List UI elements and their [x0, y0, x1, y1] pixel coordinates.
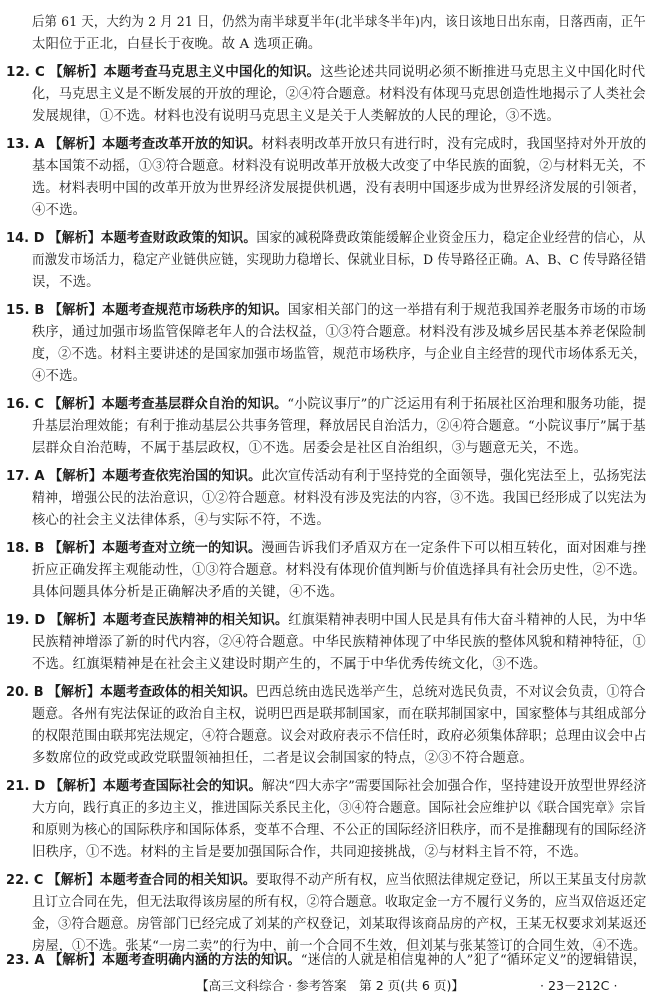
- analysis-tag: 【解析】本题考查财政政策的知识。: [48, 231, 257, 246]
- text-line: 太阳位于正北，白昼长于夜晚。故 A 选项正确。: [32, 37, 322, 52]
- analysis-tag: 【解析】本题考查对立统一的知识。: [48, 541, 262, 556]
- analysis-tag: 【解析】本题考查马克思主义中国化的知识。: [49, 65, 321, 80]
- text-line: 21. D 【解析】本题考查国际社会的知识。解决“四大赤字”需要国际社会加强合作，坚持建设开放型世界经济: [6, 779, 647, 794]
- text-line: 多数席位的政党或政党联盟领袖担任，二者是议会制国家的特点，②③不符合题意。: [32, 751, 534, 766]
- footer-code: · 23－212C ·: [540, 978, 618, 993]
- text-line: 14. D 【解析】本题考查财政政策的知识。国家的减税降费政策能缓解企业资金压力，稳定企业经营的信心，从: [6, 231, 646, 246]
- footer-page-info: 【高三文科综合 · 参考答案 第 2 页(共 6 页)】: [196, 978, 464, 993]
- analysis-tag: 【解析】本题考查民族精神的相关知识。: [49, 613, 289, 628]
- analysis-tag: 【解析】本题考查国际社会的知识。: [49, 779, 262, 794]
- analysis-tag: 【解析】本题考查基层群众自治的知识。: [48, 397, 288, 412]
- analysis-tag: 【解析】本题考查规范市场秩序的知识。: [48, 303, 288, 318]
- question-number: 17. A: [6, 469, 45, 484]
- question-number: 21. D: [6, 779, 46, 794]
- text-line: 精神，增强公民的法治意识，①②符合题意。材料没有涉及宪法的内容，③不选。我国已经形成了以宪法为: [32, 491, 647, 506]
- text-line: 化，马克思主义是不断发展的开放的理论，②④符合题意。材料没有体现马克思创造性地揭示了人类社会: [32, 87, 646, 102]
- text-line: 大方向，践行真正的多边主义，推进国际关系民主化，③④符合题意。国际社会应维护以《联合国宪章》宗旨: [32, 801, 646, 816]
- question-number: 14. D: [6, 231, 45, 246]
- text-line: 秩序，通过加强市场监管保障老年人的合法权益，①③符合题意。材料没有涉及城乡居民基本养老保险制: [32, 325, 646, 340]
- text-line: 层群众自治范畴，不属于基层政权，①不选。居委会是社区自治组织，③与题意无关，不选。: [32, 441, 588, 456]
- text-line: 不选。红旗渠精神是在社会主义建设时期产生的，不属于中华优秀传统文化，③不选。: [32, 657, 547, 672]
- text-line: 且订立合同在先，但无法取得该房屋的所有权，②符合题意。收取定金一方不履行义务的，应当双倍返还定: [32, 895, 647, 910]
- question-number: 15. B: [6, 303, 45, 318]
- text-line: 折应正确发挥主观能动性，①③符合题意。材料没有体现价值判断与价值选择具有社会历史性，②不选。: [32, 563, 646, 578]
- question-number: 18. B: [6, 541, 45, 556]
- question-number: 19. D: [6, 613, 46, 628]
- text-line: 升基层治理效能；有利于推动基层公共事务管理，释放居民自治活力，②④符合题意。“小院议事厅”属于基: [32, 419, 646, 434]
- text-line: 选。材料表明中国的改革开放为世界经济发展提供机遇，没有表明中国逐步成为世界经济发展的引领者，: [32, 181, 646, 196]
- text-line: 而激发市场活力，稳定产业链供应链，实现助力稳增长、保就业目标，D 传导路径正确。A、B、C 传导路径错: [32, 253, 647, 268]
- text-line: 18. B 【解析】本题考查对立统一的知识。漫画告诉我们矛盾双方在一定条件下可以相互转化，面对困难与挫: [6, 541, 647, 556]
- text-line: 具体问题具体分析是正确解决矛盾的关键，④不选。: [32, 585, 344, 600]
- text-line: 度，②不选。材料主要讲述的是国家加强市场监管，规范市场秩序，与企业自主经营的现代市场体系无关，: [32, 347, 647, 362]
- analysis-tag: 【解析】本题考查依宪治国的知识。: [49, 469, 262, 484]
- text-line: 和原则为核心的国际秩序和国际体系，变革不合理、不公正的国际经济旧秩序，而不是推翻现有的国际经济: [32, 823, 647, 838]
- page-footer: [0, 975, 652, 997]
- text-line: 20. B 【解析】本题考查政体的相关知识。巴西总统由选民选举产生，总统对选民负责，不对议会负责，①符合: [6, 685, 646, 700]
- text-line: 的权限范围由联邦宪法规定，④符合题意。议会对政府表示不信任时，政府必须集体辞职；总理由议会中占: [32, 729, 647, 744]
- text-line: 基本国策不动摇，①③符合题意。材料没有说明改革开放极大改变了中华民族的面貌，②与材料无关，不: [32, 159, 646, 174]
- text-line: 15. B 【解析】本题考查规范市场秩序的知识。国家相关部门的这一举措有利于规范我国养老服务市场的市场: [6, 303, 647, 318]
- text-line: ④不选。: [32, 203, 87, 218]
- text-line: 17. A 【解析】本题考查依宪治国的知识。此次宣传活动有利于坚持党的全面领导，强化宪法至上，弘扬宪法: [6, 469, 647, 484]
- question-number: 20. B: [6, 685, 44, 700]
- text-line: 发展规律，①不选。材料也没有说明马克思主义是关于人类解放的人民的理论，③不选。: [32, 109, 561, 124]
- question-number: 13. A: [6, 137, 45, 152]
- question-number: 22. C: [6, 873, 44, 888]
- text-line: 金，③符合题意。房管部门已经完成了刘某的产权登记，刘某取得该商品房的产权，王某无权要求刘某返还: [32, 917, 647, 932]
- text-line: 19. D 【解析】本题考查民族精神的相关知识。红旗渠精神表明中国人民是具有伟大奋斗精神的人民，为中华: [6, 613, 647, 628]
- text-line: 23. A 【解析】本题考查明确内涵的方法的知识。“迷信的人就是相信鬼神的人”犯了“循环定义”的逻辑错误，: [6, 953, 647, 968]
- question-number: 23. A: [6, 953, 45, 968]
- analysis-tag: 【解析】本题考查改革开放的知识。: [49, 137, 262, 152]
- text-line: 民族精神增添了新的时代内容，②④符合题意。中华民族精神体现了中华民族的整体风貌和精神特征，①: [32, 635, 646, 650]
- text-line: 核心的社会主义法律体系，④与实际不符，不选。: [32, 513, 330, 528]
- analysis-tag: 【解析】本题考查政体的相关知识。: [47, 685, 256, 700]
- analysis-tag: 【解析】本题考查合同的相关知识。: [47, 873, 256, 888]
- text-line: 旧秩序，①不选。材料的主旨是要加强国际合作，共同迎接挑战，②与材料主旨不符，不选。: [32, 845, 588, 860]
- text-line: 题意。各州有宪法保证的政治自主权，说明巴西是联邦制国家，而在联邦制国家中，国家整体与其组成部分: [32, 707, 647, 722]
- analysis-tag: 【解析】本题考查明确内涵的方法的知识。: [48, 953, 301, 968]
- question-number: 16. C: [6, 397, 45, 412]
- text-line: 16. C 【解析】本题考查基层群众自治的知识。“小院议事厅”的广泛运用有利于拓展社区治理和服务功能，提: [6, 397, 647, 412]
- text-line: 12. C 【解析】本题考查马克思主义中国化的知识。这些论述共同说明必须不断推进马克思主义中国化时代: [6, 65, 646, 80]
- text-line: 13. A 【解析】本题考查改革开放的知识。材料表明改革开放只有进行时，没有完成时，我国坚持对外开放的: [6, 137, 647, 152]
- text-line: 22. C 【解析】本题考查合同的相关知识。要取得不动产所有权，应当依照法律规定登记，所以王某虽支付房款: [6, 873, 647, 888]
- text-line: 房屋，①不选。张某“一房二卖”的行为中，前一个合同不生效，但刘某与张某签订的合同生效，④不选。: [32, 939, 647, 954]
- text-line: 后第 61 天，大约为 2 月 21 日，仍然为南半球夏半年(北半球冬半年)内，该日该地日出东南，日落西南，正午: [32, 15, 646, 30]
- text-line: 误，不选。: [32, 275, 100, 290]
- question-number: 12. C: [6, 65, 45, 80]
- text-line: ④不选。: [32, 369, 87, 384]
